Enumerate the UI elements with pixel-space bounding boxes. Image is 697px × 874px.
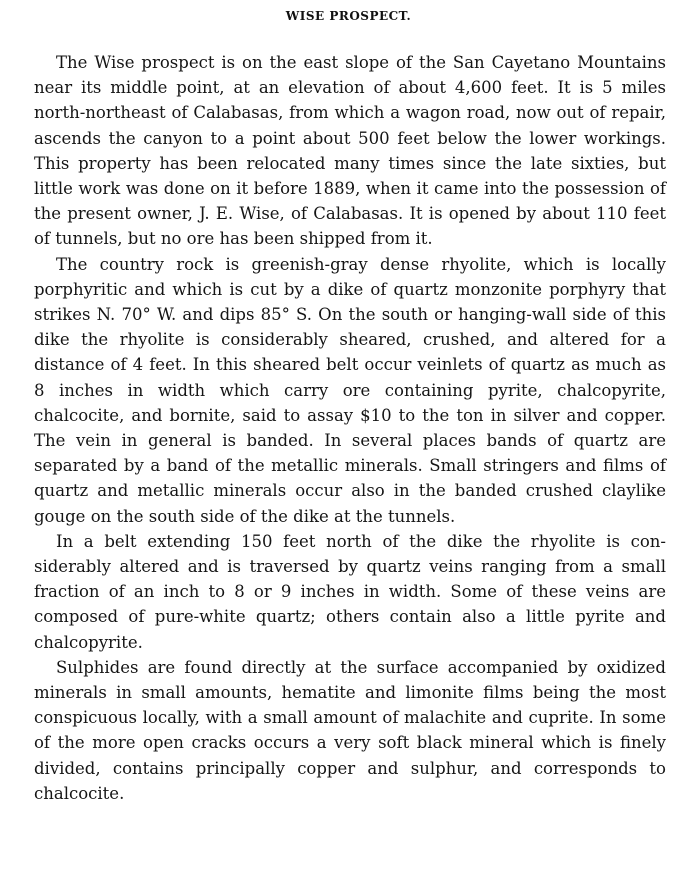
body-text [34,50,666,806]
paragraph-sulphides: Sulphides are found directly at the surface accompanied by oxidized minerals in small amounts, hematite and limonite films being the most conspicuous locally, with a small amount of malachite and cuprite. In some of the more open cracks occurs a very soft black mineral which is finely divided, contains principally copper and sulphur, and corresponds to chalcocite. [34,657,666,803]
paragraph-north-belt: In a belt extending 150 feet north of the dike the rhyolite is considerably altered and is traversed by quartz veins ranging from a small fraction of an inch to 8 or 9 inches in width. Some of these veins are composed of pure-white quartz; others contain also a little pyrite and chalcopyrite. [34,531,666,652]
paragraph-location: The Wise prospect is on the east slope of the San Cayetano Mountains near its middle point, at an elevation of about 4,600 feet. It is 5 miles north-northeast of Calabasas, from which a wagon road, now out of repair, ascends the canyon to a point about 500 feet below the lower workings. This property has been relocated many times since the late sixties, but little work was done on it before 1889, when it came into the possession of the present owner, J. E. Wise, of Calabasas. It is opened by about 110 feet of tunnels, but no ore has been shipped from it. [34,53,666,249]
paragraph-country-rock: The country rock is greenish-gray dense rhyolite, which is locally porphyritic and which is cut by a dike of quartz monzonite porphyry that strikes N. 70° W. and dips 85° S. On the south or hanging-wall side of this dike the rhyolite is considerably sheared, crushed, and altered for a distance of 4 feet. In this sheared belt occur veinlets of quartz as much as 8 inches in width which carry ore containing pyrite, chalcopyrite, chalcocite, and bornite, said to assay $10 to the ton in silver and copper. The vein in general is banded. In several places bands of quartz are separated by a band of the metallic minerals. Small stringers and films of quartz and metallic minerals occur also in the banded crushed claylike gouge on the south side of the dike at the tunnels. [34,254,666,526]
page-heading: WISE PROSPECT. [285,9,412,23]
